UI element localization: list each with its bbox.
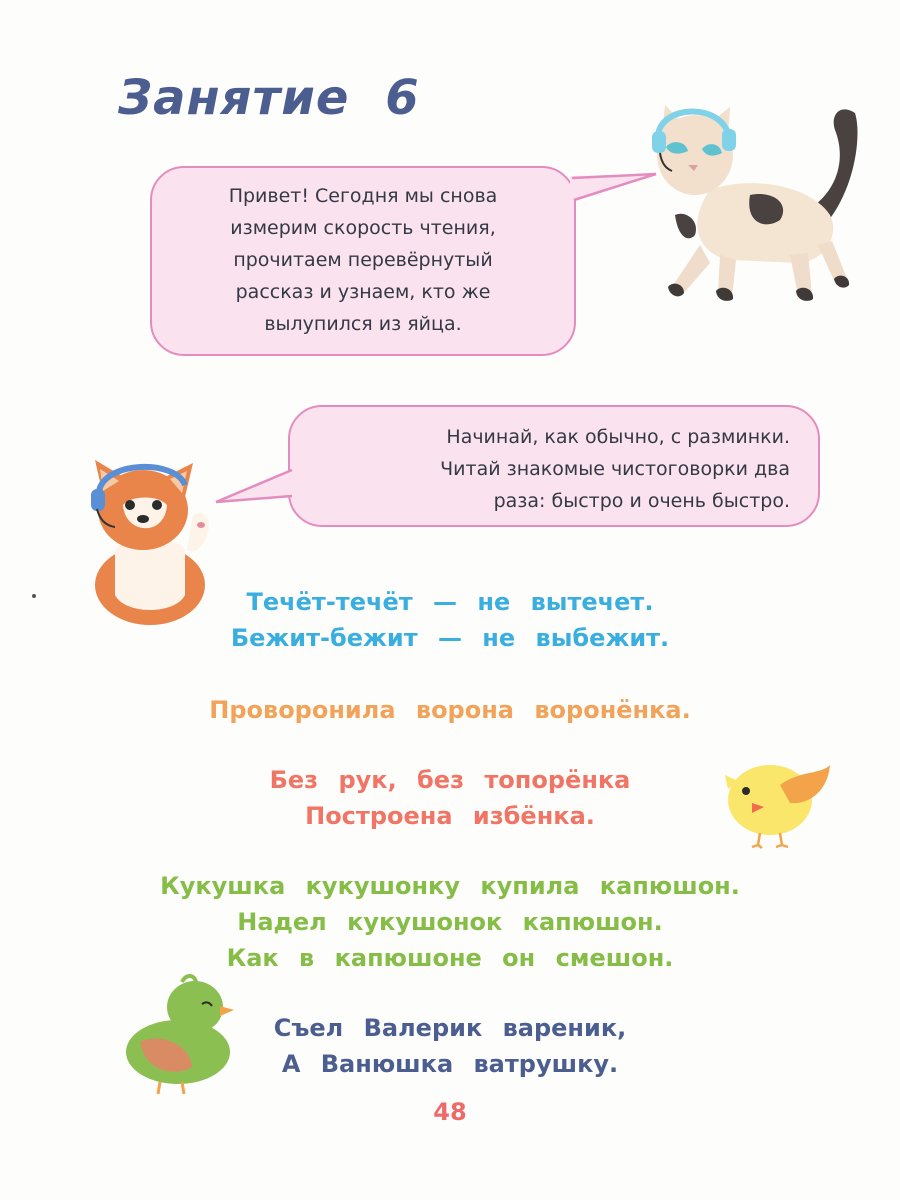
yellow-chick-illustration xyxy=(720,755,835,850)
bubble-line: измерим скорость чтения, xyxy=(230,217,496,239)
bubble-line: прочитаем перевёрнутый xyxy=(233,249,493,271)
page-number: 48 xyxy=(433,1098,467,1126)
twister-line: Бежит-бежит — не выбежит. xyxy=(230,624,670,652)
lesson-title: Занятие 6 xyxy=(118,70,420,126)
bubble-line: раза: быстро и очень быстро. xyxy=(493,490,790,512)
twister-line: Как в капюшоне он смешон. xyxy=(226,944,674,972)
twister-line: Без рук, без топорёнка xyxy=(269,766,631,794)
twister-line: Надел кукушонок капюшон. xyxy=(237,908,663,936)
tongue-twister-5 xyxy=(0,1010,900,1082)
bubble-line: вылупился из яйца. xyxy=(264,313,462,335)
twister-line: Построена избёнка. xyxy=(305,802,595,830)
tongue-twister-1 xyxy=(0,584,900,656)
twister-line: Съел Валерик вареник, xyxy=(273,1014,627,1042)
bubble-line: Начинай, как обычно, с разминки. xyxy=(446,426,790,448)
bubble-line: рассказ и узнаем, кто же xyxy=(235,281,491,303)
cat-speech-bubble xyxy=(150,166,576,356)
twister-line: Течёт-течёт — не вытечет. xyxy=(246,588,654,616)
tongue-twister-4 xyxy=(0,868,900,976)
tongue-twister-2 xyxy=(0,692,900,728)
corgi-bubble-tail xyxy=(214,466,294,512)
twister-line: Кукушка кукушонку купила капюшон. xyxy=(160,872,740,900)
twister-line: Проворонила ворона воронёнка. xyxy=(209,696,691,724)
bubble-line: Читай знакомые чистоговорки два xyxy=(440,458,790,480)
cat-illustration xyxy=(640,95,880,315)
corgi-speech-bubble xyxy=(288,405,820,527)
twister-line: А Ванюшка ватрушку. xyxy=(281,1050,619,1078)
bubble-line: Привет! Сегодня мы снова xyxy=(228,185,498,207)
